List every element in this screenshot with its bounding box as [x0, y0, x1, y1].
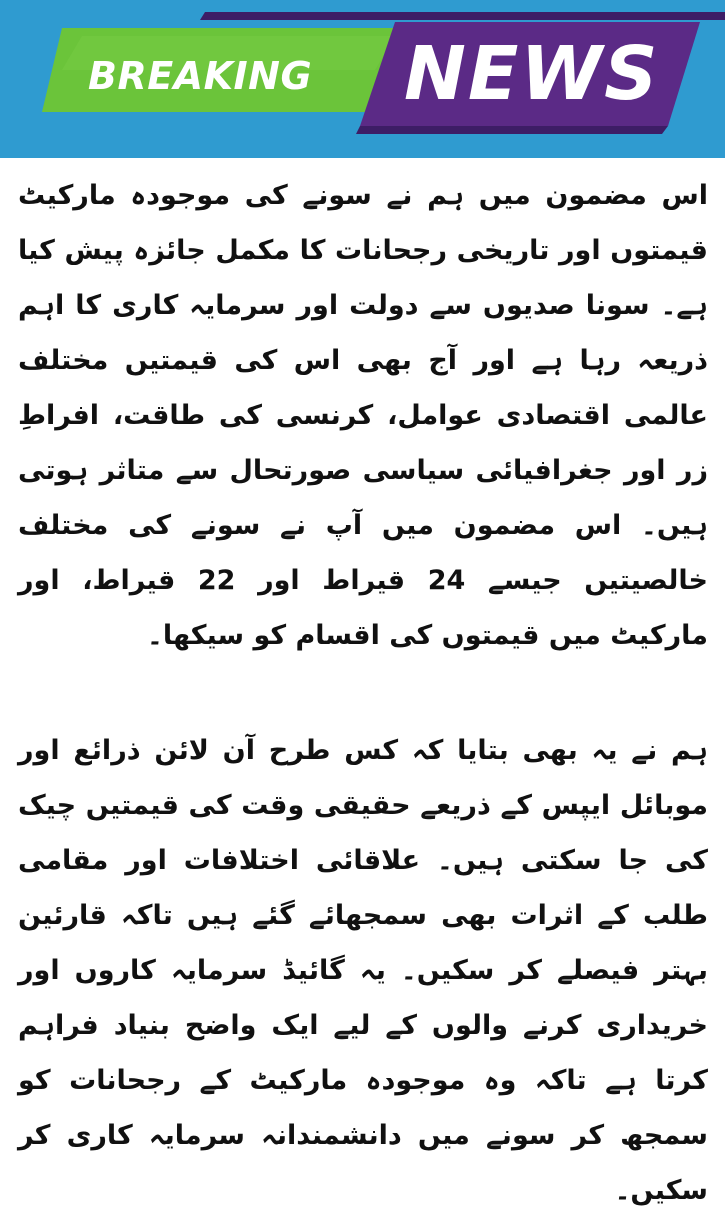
- article-paragraph-1: اس مضمون میں ہم نے سونے کی موجودہ مارکیٹ قیمتوں اور تاریخی رجحانات کا مکمل جائزہ پیش کیا ہے۔ سونا صدیوں سے دولت اور سرمایہ کاری کا اہم ذریعہ رہا ہے اور آج بھی اس کی قیمتیں مختلف عالمی اقتصادی عوامل، کرنسی کی طاقت، افراطِ زر اور جغرافیائی سیاسی صورتحال سے متاثر ہوتی ہیں۔ اس مضمون میں آپ نے سونے کی مختلف خالصیتیں جیسے 24 قیراط اور 22 قیراط، اور مارکیٹ میں قیمتوں کی اقسام کو سیکھا۔: [18, 180, 709, 651]
- top-stripe: [200, 12, 725, 20]
- article-body: [18, 168, 709, 1206]
- news-label: NEWS: [404, 31, 660, 117]
- news-shadow-stripe: [356, 126, 668, 134]
- article-paragraph-2: ہم نے یہ بھی بتایا کہ کس طرح آن لائن ذرائع اور موبائل ایپس کے ذریعے حقیقی وقت کی قیمتیں چیک کی جا سکتی ہیں۔ علاقائی اختلافات اور مقامی طلب کے اثرات بھی سمجھائے گئے ہیں تاکہ قارئین بہتر فیصلے کر سکیں۔ یہ گائیڈ سرمایہ کاروں اور خریداری کرنے والوں کے لیے ایک واضح بنیاد فراہم کرتا ہے تاکہ وہ موجودہ مارکیٹ کے رجحانات کو سمجھ کر سونے میں دانشمندانہ سرمایہ کاری کر سکیں۔: [18, 735, 708, 1206]
- breaking-news-banner: [0, 0, 725, 158]
- breaking-label: BREAKING: [88, 54, 313, 98]
